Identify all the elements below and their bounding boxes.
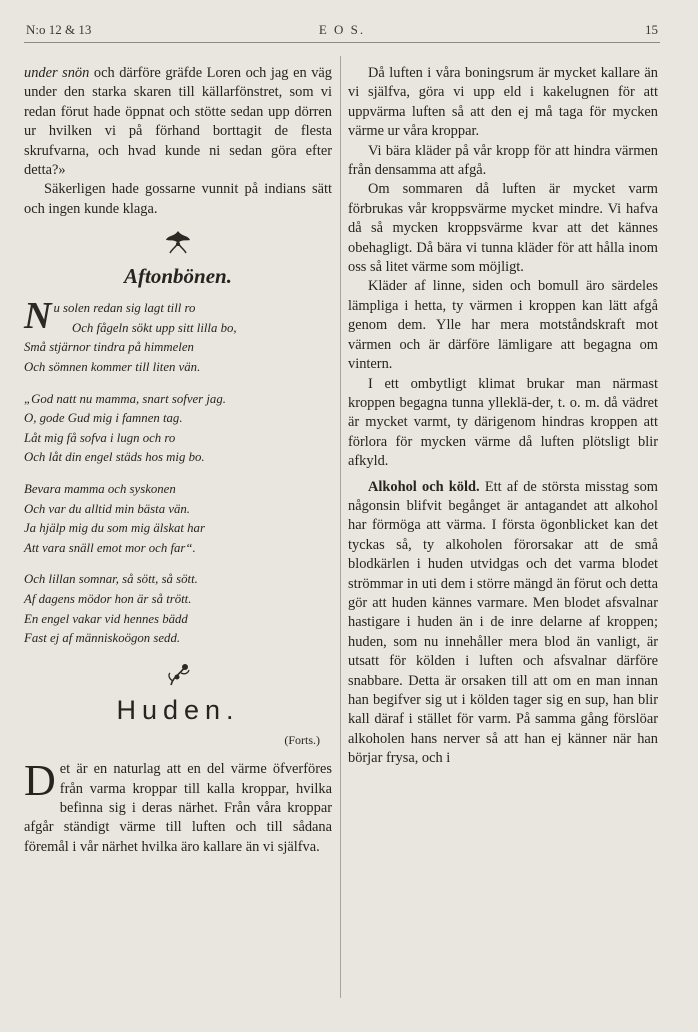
poem-stanza	[24, 480, 332, 558]
huden-dropcap: D	[24, 756, 56, 806]
paragraph: I ett ombytligt klimat brukar man närmast kroppen begagna tunna ylleklä-der, t. o. m. då vädret är mycket varmt, ty därigenom hindras kroppen att förlora för mycken värme då luften plötsligt blir afkyld.	[348, 375, 658, 470]
poem-line: Att vara snäll emot mor och far“.	[24, 540, 196, 555]
continued-note: (Forts.)	[284, 732, 320, 747]
poem-line: u solen redan sig lagt till ro	[53, 301, 196, 316]
fleuron-ornament-icon	[24, 229, 332, 257]
left-column	[24, 64, 332, 857]
right-column	[348, 64, 658, 769]
poem-line: O, gode Gud mig i famnen tag.	[24, 411, 183, 426]
poem-line: Och låt din engel städs hos mig bo.	[24, 450, 205, 465]
issue-number: N:o 12 & 13	[26, 22, 92, 37]
intro-rest: och därföre gräfde Loren och jag en väg under den starka skaren till källarfönstret, som vi redan förut hade öppnat och stötte sedan upp dörren ur hvilken vi på förhand borttagit de flesta skrufvarna, och hvad kunde ni sedan göra efter detta?»	[24, 65, 332, 179]
poem-line: Och fågeln sökt upp sitt lilla bo,	[72, 320, 237, 335]
poem-stanza	[24, 390, 332, 468]
paragraph-text: Ett af de största misstag som någonsin blifvit begånget är antagandet att alkohol har förmöga att värma. I första ögonblicket kan det tyckas så, ty alkoholen förorsakar att de små blodkärlen i huden utvidgas och det varma blodet strömmar in uti dem i större mängd än förut och detta gör att huden kännes varmare. Men blodet afsvalnar hastigare i huden än i de inre delarne af kroppen; huden, som nu innehåller mera blod än vanligt, är utsatt för kölden i luften och afsvalnar därföre snabbare. Detta är orsaken till att om en man innan han begifver sig ut i kölden tager sig en sup, han blir kall däraf i stället för varm. På samma gång förslöar alkoholen hans nerver så att han ej känner när han börjar frysa, och i	[348, 478, 658, 767]
poem-line: Och lillan somnar, så sött, så sött.	[24, 572, 198, 587]
second-paragraph: Säkerligen hade gossarne vunnit på indians sätt och ingen kunde klaga.	[24, 181, 332, 217]
intro-italic: under snön	[24, 65, 90, 81]
poem-stanza	[24, 570, 332, 648]
paragraph: Kläder af linne, siden och bomull äro särdeles lämpliga i hetta, ty värmen i kroppen kan lätt afgå genom dem. Ylle har mera motståndskraft mot värmen och är därföre lämligare att begagna om vintern.	[348, 278, 658, 373]
poem-line: En engel vakar vid hennes bädd	[24, 611, 188, 626]
paragraph: Om sommaren då luften är mycket varm förbrukas vår kroppsvärme mycket mindre. Vi hafva då så mycken kroppsvärme kvar att det kännes obehagligt. Då bära vi tunna kläder för att hålla inom oss så litet värme som möjligt.	[348, 181, 658, 276]
poem-line: Ja hjälp mig du som mig älskat har	[24, 521, 205, 536]
section-title: Huden.	[116, 694, 240, 725]
huden-text: et är en naturlag att en del värme öfverföres från varma kroppar till kalla kroppar, hvilka befinna sig i deras närhet. Från våra kroppar afgår ständigt värme till luften och till sådana föremål i vår närhet hvilka äro kallare än vi själfva.	[24, 761, 332, 855]
poem-line: Små stjärnor tindra på himmelen	[24, 340, 194, 355]
poem-line: Låt mig få sofva i lugn och ro	[24, 430, 176, 445]
poem-line: Och var du alltid min bästa vän.	[24, 501, 190, 516]
poem-line: Af dagens mödor hon är så trött.	[24, 591, 192, 606]
poem-stanza	[24, 295, 332, 377]
poem-line: Fast ej af människoögon sedd.	[24, 631, 181, 646]
poem-line: „God natt nu mamma, snart sofver jag.	[24, 391, 226, 406]
paragraph: Då luften i våra boningsrum är mycket kallare än vi själfva, göra vi upp eld i kakelugnen för att uppvärma luften så att den ej må taga för mycken värme ur våra kroppar.	[348, 65, 658, 140]
floral-ornament-icon	[24, 661, 332, 689]
paragraph-lead: Alkohol och köld.	[368, 478, 480, 495]
poem-line: Bevara mamma och syskonen	[24, 482, 176, 496]
column-divider	[340, 56, 341, 998]
poem-line: Och sömnen kommer till liten vän.	[24, 360, 201, 375]
page-number: 15	[645, 22, 658, 37]
header-rule	[24, 42, 660, 43]
poem	[24, 295, 332, 649]
journal-name: E O S.	[318, 22, 366, 37]
huden-paragraph	[24, 756, 332, 857]
paragraph: Vi bära kläder på vår kropp för att hindra värmen från densamma att afgå.	[348, 142, 658, 179]
paragraph	[348, 478, 658, 769]
poem-dropcap: N	[24, 295, 52, 338]
intro-paragraph	[24, 64, 332, 180]
poem-title: Aftonbönen.	[124, 264, 232, 289]
page-header	[26, 22, 658, 44]
